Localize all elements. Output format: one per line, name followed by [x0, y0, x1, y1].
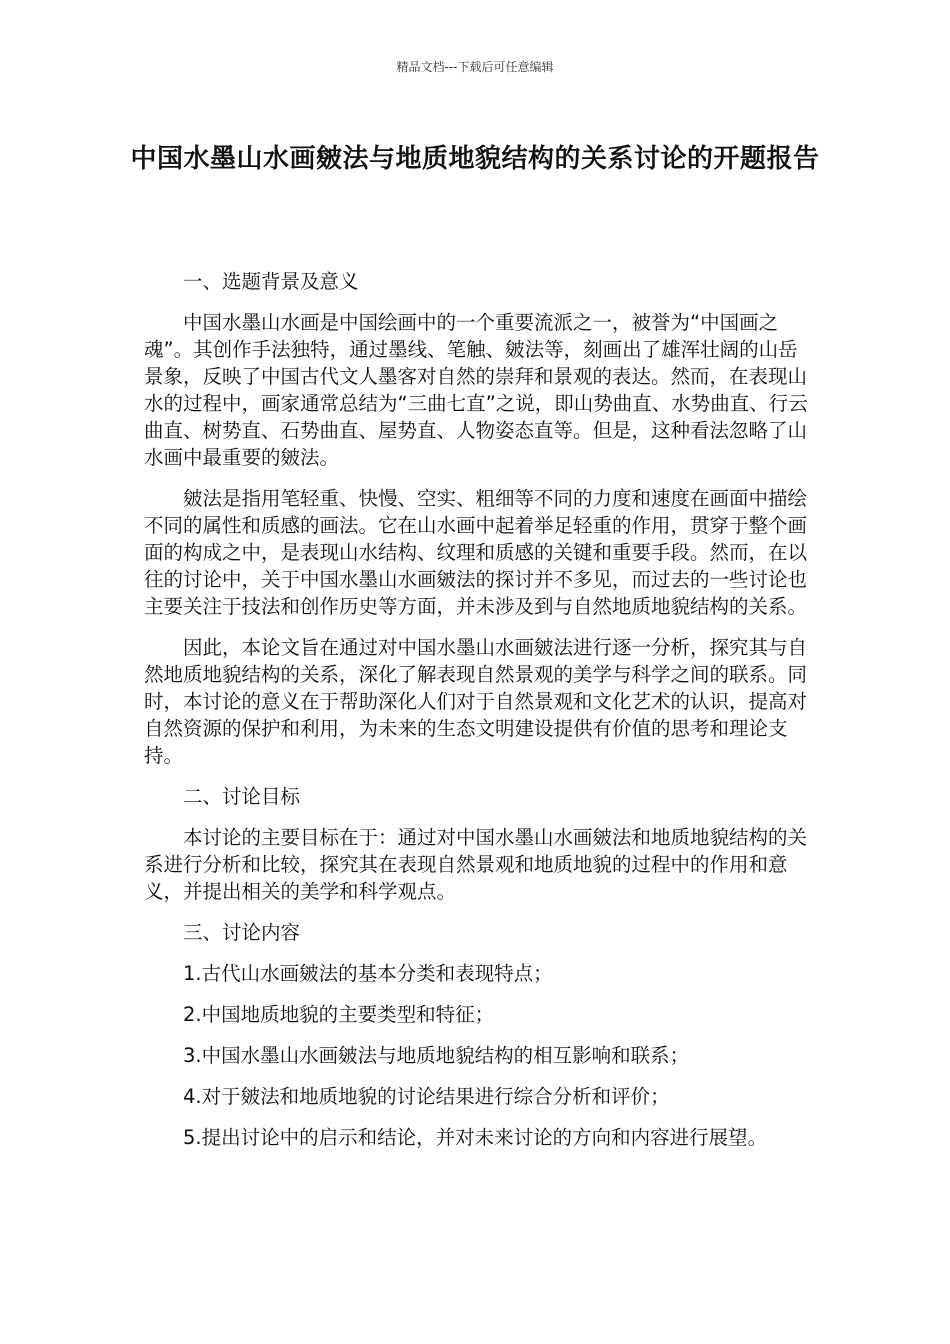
list-item: 4.对于皴法和地质地貌的讨论结果进行综合分析和评价；: [183, 1085, 670, 1108]
header-note: 精品文档---下载后可任意编辑: [396, 60, 554, 74]
list-item: 1.古代山水画皴法的基本分类和表现特点；: [183, 962, 553, 985]
document-title: 中国水墨山水画皴法与地质地貌结构的关系讨论的开题报告: [130, 144, 820, 174]
section-heading-background: 一、选题背景及意义: [183, 270, 359, 293]
document-body: [144, 268, 808, 1165]
list-item: 3.中国水墨山水画皴法与地质地貌结构的相互影响和联系；: [183, 1044, 690, 1067]
list-item: 5.提出讨论中的启示和结论，并对未来讨论的方向和内容进行展望。: [183, 1126, 768, 1149]
paragraph-background-3: 因此，本论文旨在通过对中国水墨山水画皴法进行逐一分析，探究其与自然地质地貌结构的关系，深化了解表现自然景观的美学与科学之间的联系。同时，本讨论的意义在于帮助深化人们对于自然景观和文化艺术的认识，提高对自然资源的保护和利用，为未来的生态文明建设提供有价值的思考和理论支持。: [144, 636, 808, 767]
section-heading-goals: 二、讨论目标: [183, 785, 301, 808]
paragraph-background-2: 皴法是指用笔轻重、快慢、空实、粗细等不同的力度和速度在画面中描绘不同的属性和质感的画法。它在山水画中起着举足轻重的作用，贯穿于整个画面的构成之中，是表现山水结构、纹理和质感的关键和重要手段。然而，在以往的讨论中，关于中国水墨山水画皴法的探讨并不多见，而过去的一些讨论也主要关注于技法和创作历史等方面，并未涉及到与自然地质地貌结构的关系。: [144, 487, 808, 618]
paragraph-goals: 本讨论的主要目标在于：通过对中国水墨山水画皴法和地质地貌结构的关系进行分析和比较，探究其在表现自然景观和地质地貌的过程中的作用和意义，并提出相关的美学和科学观点。: [144, 826, 808, 903]
list-item: 2.中国地质地貌的主要类型和特征；: [183, 1003, 495, 1026]
section-heading-content: 三、讨论内容: [183, 921, 301, 944]
paragraph-background-1: 中国水墨山水画是中国绘画中的一个重要流派之一，被誉为“中国画之魂”。其创作手法独特，通过墨线、笔触、皴法等，刻画出了雄浑壮阔的山岳景象，反映了中国古代文人墨客对自然的崇拜和景观的表达。然而，在表现山水的过程中，画家通常总结为“三曲七直”之说，即山势曲直、水势曲直、行云曲直、树势直、石势曲直、屋势直、人物姿态直等。但是，这种看法忽略了山水画中最重要的皴法。: [144, 311, 808, 469]
